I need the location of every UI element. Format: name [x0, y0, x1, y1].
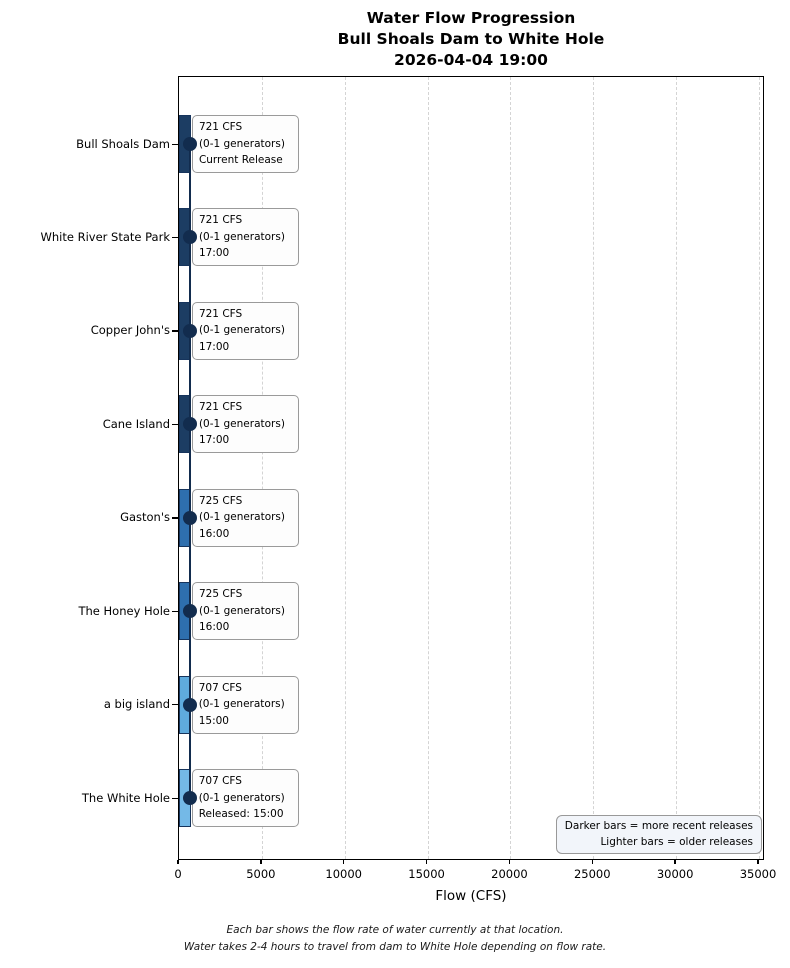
annotation-flow: 707 CFS: [198, 775, 242, 787]
legend-line-darker: Darker bars = more recent releases: [564, 820, 753, 832]
y-axis-label: Cane Island: [102, 416, 170, 431]
annotation-generators: (0-1 generators): [199, 511, 285, 524]
annotation-time: 15:00: [198, 714, 229, 727]
annotation-generators: (0-1 generators): [199, 604, 285, 617]
x-axis-tick: [260, 860, 261, 864]
x-axis-tick: [426, 860, 427, 864]
annotation-box: [192, 676, 299, 734]
footnote: [0, 922, 790, 956]
annotation-flow: 707 CFS: [198, 681, 242, 694]
x-axis-tick: [592, 860, 593, 864]
y-axis-label: Gaston's: [120, 510, 170, 525]
y-axis-tick: [172, 144, 178, 145]
x-axis-tick: [674, 860, 675, 864]
annotation-time: Current Release: [198, 154, 283, 166]
annotation-generators: (0-1 generators): [198, 137, 285, 150]
chart-title-line-3: 2026-04-04 19:00: [394, 51, 548, 69]
chart-title: [178, 8, 764, 71]
grid-line: [593, 77, 594, 859]
y-axis-tick: [172, 330, 178, 331]
legend-box: [556, 815, 762, 854]
y-axis-label: White River State Park: [40, 229, 170, 244]
legend-line-lighter: Lighter bars = older releases: [600, 835, 753, 848]
annotation-flow: 721 CFS: [198, 307, 243, 320]
flow-point-marker: [183, 511, 197, 525]
annotation-time: 17:00: [198, 340, 230, 353]
flow-point-marker: [183, 791, 197, 805]
grid-line: [428, 77, 429, 859]
y-axis-tick: [172, 237, 178, 238]
annotation-time: 17:00: [198, 434, 230, 447]
annotation-box: [192, 582, 299, 640]
grid-line: [510, 77, 511, 859]
annotation-time: 16:00: [199, 621, 230, 634]
annotation-box: [192, 769, 299, 827]
annotation-flow: 721 CFS: [198, 214, 243, 227]
y-axis-label: a big island: [103, 697, 170, 712]
grid-line: [345, 77, 346, 859]
x-axis-tick-label: 0: [174, 867, 182, 881]
grid-line: [676, 77, 677, 859]
y-axis-tick: [172, 704, 178, 705]
annotation-flow: 725 CFS: [199, 494, 243, 507]
y-axis-label: Copper John's: [90, 323, 170, 338]
x-axis-tick-label: 20000: [491, 867, 528, 881]
x-axis-tick: [757, 860, 758, 864]
chart-title-line-1: Water Flow Progression: [366, 9, 576, 27]
annotation-time: 16:00: [199, 527, 230, 540]
annotation-generators: (0-1 generators): [198, 417, 285, 430]
x-axis-tick-label: 10000: [325, 867, 362, 881]
footnote-line-2: Water takes 2-4 hours to travel from dam to White Hole depending on flow rate.: [183, 941, 607, 953]
x-axis-label: Flow (CFS): [435, 888, 507, 904]
x-axis-tick-label: 35000: [739, 867, 777, 881]
flow-point-marker: [183, 324, 197, 338]
x-axis-tick: [343, 860, 344, 864]
annotation-flow: 721 CFS: [198, 401, 243, 414]
chart-title-line-2: Bull Shoals Dam to White Hole: [337, 30, 605, 48]
annotation-generators: (0-1 generators): [198, 698, 285, 711]
grid-line: [262, 77, 263, 859]
x-axis-tick-label: 5000: [246, 867, 276, 881]
annotation-generators: (0-1 generators): [198, 791, 285, 804]
annotation-flow: 721 CFS: [198, 121, 243, 133]
annotation-generators: (0-1 generators): [198, 230, 285, 243]
y-axis-tick: [172, 611, 178, 612]
y-axis-tick: [172, 517, 178, 518]
y-axis-label: The Honey Hole: [78, 603, 170, 618]
x-axis-tick: [509, 860, 510, 864]
x-axis-tick-label: 15000: [408, 867, 445, 881]
annotation-time: 17:00: [198, 247, 230, 260]
x-axis-tick-label: 25000: [573, 867, 611, 881]
flow-point-marker: [183, 698, 197, 712]
y-axis-tick: [172, 424, 178, 425]
annotation-generators: (0-1 generators): [198, 324, 285, 337]
x-axis-tick-label: 30000: [656, 867, 694, 881]
grid-line: [759, 77, 760, 859]
annotation-box: [192, 115, 299, 173]
annotation-box: [192, 302, 299, 360]
flow-point-marker: [183, 137, 197, 151]
y-axis-label: The White Hole: [81, 790, 170, 805]
annotation-box: [192, 208, 299, 266]
x-axis-tick: [177, 860, 178, 864]
plot-area: [178, 76, 764, 860]
annotation-box: [192, 489, 299, 547]
annotation-box: [192, 395, 299, 453]
annotation-time: Released: 15:00: [198, 808, 284, 820]
y-axis-tick: [172, 798, 178, 799]
y-axis-label: Bull Shoals Dam: [76, 136, 170, 151]
footnote-line-1: Each bar shows the flow rate of water currently at that location.: [226, 924, 564, 936]
annotation-flow: 725 CFS: [199, 588, 243, 601]
